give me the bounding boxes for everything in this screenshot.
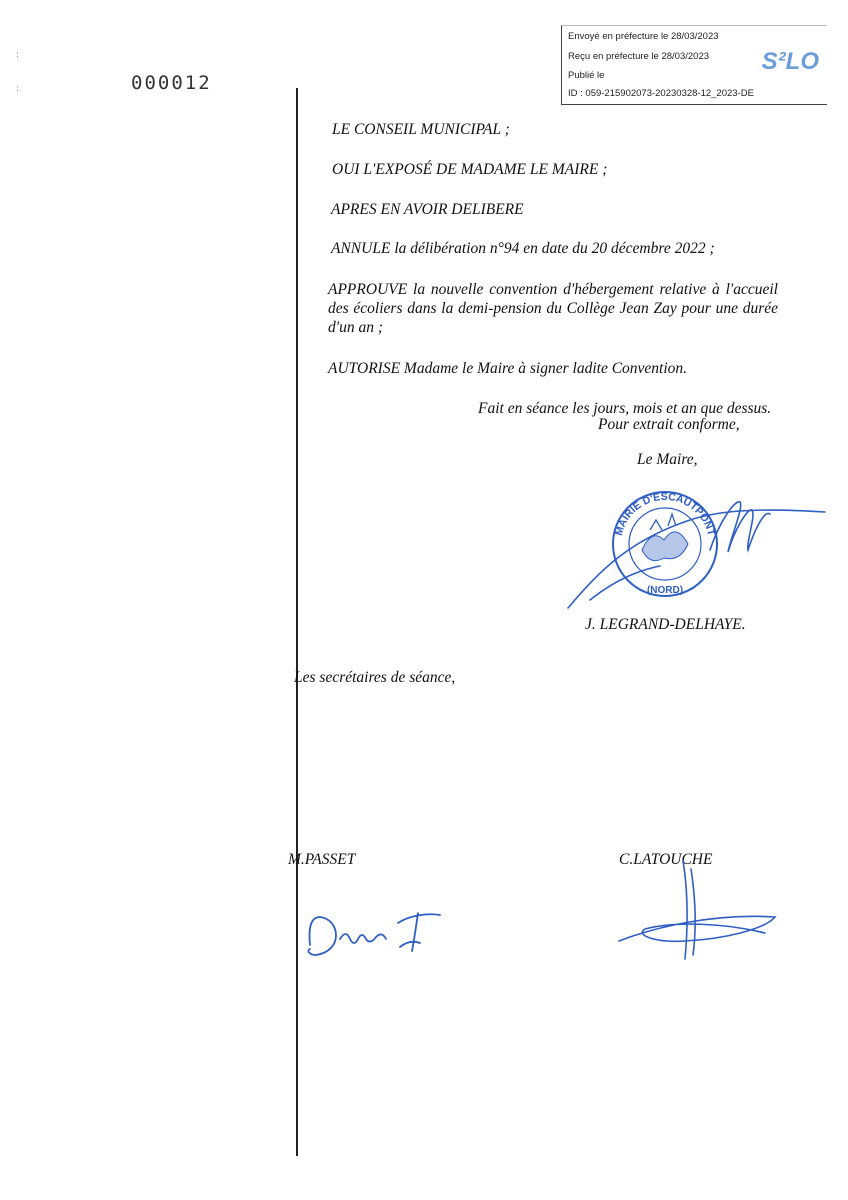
- expose-line: OUI L'EXPOSÉ DE MADAME LE MAIRE ;: [332, 161, 608, 178]
- extrait-conforme: Pour extrait conforme,: [598, 416, 740, 433]
- scan-marks: : :: [16, 50, 20, 94]
- mairie-seal: [613, 491, 717, 596]
- council-heading: LE CONSEIL MUNICIPAL ;: [332, 121, 510, 138]
- secretary-left-name: M.PASSET: [288, 851, 356, 868]
- stamp-id-line: ID : 059-215902073-20230328-12_2023-DE: [568, 88, 754, 99]
- secretaries-label: Les secrétaires de séance,: [294, 669, 456, 686]
- stamp-sent-line: Envoyé en préfecture le 28/03/2023: [568, 31, 719, 42]
- annule-text: la délibération n°94 en date du 20 décembre 2022 ;: [390, 240, 715, 257]
- latouche-signature: [615, 855, 785, 965]
- passet-signature: [300, 905, 450, 965]
- le-maire-label: Le Maire,: [637, 451, 698, 468]
- svg-text:(NORD): (NORD): [646, 585, 684, 596]
- fait-en-seance: Fait en séance les jours, mois et an que dessus.: [478, 400, 772, 417]
- mayor-seal-and-signature: [560, 480, 830, 620]
- approuve-text: la nouvelle convention d'hébergement relative à l'accueil des écoliers dans la demi-pension du Collège Jean Zay pour une durée d'un an ;: [328, 281, 778, 336]
- approuve-verb: APPROUVE: [328, 281, 408, 298]
- margin-rule: [296, 88, 298, 1156]
- prefecture-stamp: [561, 25, 827, 105]
- secretary-right-name: C.LATOUCHE: [619, 851, 713, 868]
- s2low-logo: S²LO: [761, 48, 819, 75]
- mayor-name: J. LEGRAND-DELHAYE.: [585, 616, 746, 633]
- autorise-verb: AUTORISE: [328, 360, 401, 377]
- deliberation-line: APRES EN AVOIR DELIBERE: [331, 201, 524, 218]
- annule-clause: [331, 240, 715, 258]
- approuve-clause: [328, 280, 778, 337]
- stamp-received-line: Reçu en préfecture le 28/03/2023: [568, 51, 710, 62]
- stamp-published-line: Publié le: [568, 70, 605, 81]
- autorise-text: Madame le Maire à signer ladite Convention.: [400, 360, 688, 377]
- page-number: 000012: [131, 72, 212, 94]
- annule-verb: ANNULE: [331, 240, 391, 257]
- autorise-clause: [328, 360, 687, 378]
- mayor-signature: [568, 502, 825, 608]
- svg-text:MAIRIE D'ESCAUTPONT: MAIRIE D'ESCAUTPONT: [612, 490, 718, 537]
